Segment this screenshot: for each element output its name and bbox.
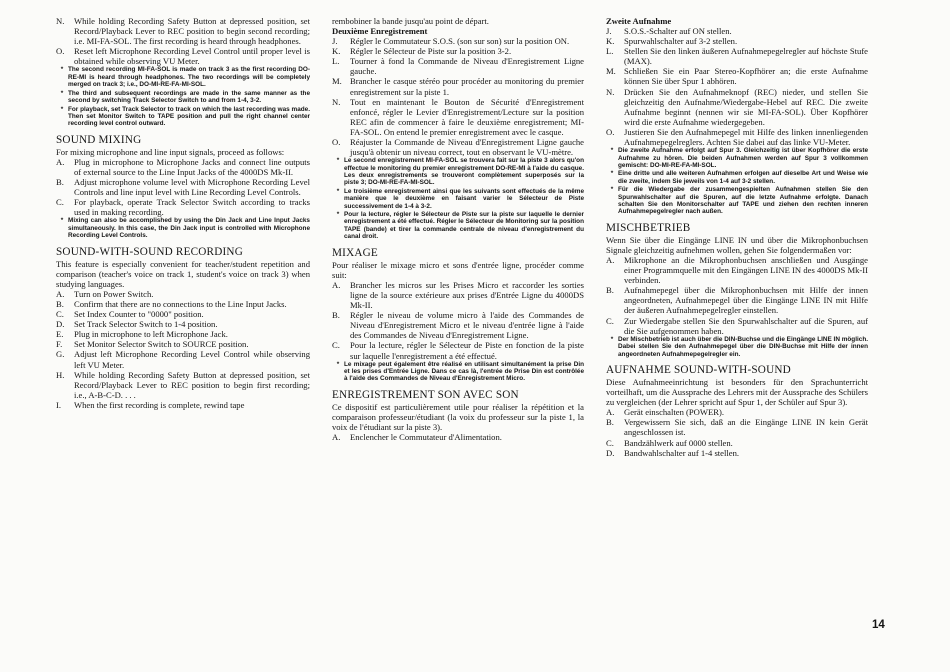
asterisk-icon: * — [60, 105, 64, 113]
list-item-label: O. — [56, 46, 65, 57]
list-item — [606, 66, 868, 86]
list-item-label: A. — [56, 288, 65, 299]
list-item-label: M. — [332, 76, 342, 87]
list-item-text: Reset left Microphone Recording Level Control until proper level is obtained while observing VU Meter. — [74, 46, 310, 67]
list-item-label: J. — [332, 36, 338, 47]
list-item-label: A. — [606, 254, 615, 265]
list-item-label: B. — [56, 177, 64, 187]
list-item-label: O. — [332, 137, 341, 148]
list-item — [56, 289, 310, 299]
list-item — [332, 56, 584, 76]
asterisk-icon: * — [60, 217, 64, 225]
list-item-text: Plug in microphone to Microphone Jacks and connect line outputs of external source to the Line Input Jacks of the 4000DS Mk-II. — [74, 156, 310, 177]
asterisk-icon: * — [336, 187, 340, 195]
list-item-text: Pour la lecture, régler le Sélecteur de Piste en fonction de la piste sur laquelle l'enregistrement a été effectué. — [350, 340, 584, 361]
list-item-label: A. — [332, 432, 341, 443]
list-item-text: Turn on Power Switch. — [74, 288, 154, 299]
column-english — [56, 16, 310, 410]
page-number: 14 — [872, 619, 885, 631]
list-item — [56, 157, 310, 177]
note — [606, 336, 868, 358]
list-item-text: While holding Recording Safety Button at depressed position, set Record/Playback Lever to REC position to begin second recording; i.e. MI-FA-SOL. The first recording is heard through headphones. — [74, 16, 310, 47]
list-item — [56, 299, 310, 309]
section-heading: MIXAGE — [332, 246, 378, 259]
note — [332, 157, 584, 187]
asterisk-icon: * — [60, 66, 64, 74]
list-item-label: A. — [332, 279, 341, 290]
asterisk-icon: * — [610, 147, 614, 155]
list-item-text: Brancher les micros sur les Prises Micro et raccorder les sorties ligne de la source extérieure aux prises d'Entrée Ligne du 4000DS Mk-II. — [350, 279, 584, 311]
list-item-text: Schließen Sie ein Paar Stereo-Kopfhörer an; die erste Aufnahme können Sie über Spur 1 abhören. — [624, 66, 868, 87]
list-item — [606, 26, 868, 36]
list-item-label: C. — [332, 340, 340, 351]
paragraph: Diese Aufnahmeeinrichtung ist besonders für den Sprachunterricht vorteilhaft, um die Aussprache des Lehrers mit der Aussprache des Schülers zu vergleichen (der Lehrer spricht auf Spur 1, der Schüler auf Spur 3). — [606, 376, 868, 408]
list-item-text: Mikrophone an die Mikrophonbuchsen anschließen und Ausgänge einer Programmquelle mit den Eingängen LINE IN des 4000DS Mk-II verbinden. — [624, 254, 868, 286]
list-item — [606, 448, 868, 458]
list-item-label: O. — [606, 126, 615, 137]
section-heading: AUFNAHME SOUND-WITH-SOUND — [606, 363, 791, 376]
note-text: The third and subsequent recordings are made in the same manner as the second by switching Track Selector Switch to and from 1-4, 3-2. — [68, 89, 310, 105]
list-item-label: G. — [56, 349, 65, 360]
sub-heading: Zweite Aufnahme — [606, 16, 672, 26]
list-item-label: B. — [56, 298, 64, 309]
sub-heading: Deuxième Enregistrement — [332, 26, 428, 37]
list-item-label: I. — [56, 399, 62, 410]
list-item-text: Brancher le casque stéréo pour procéder au monitoring du premier enregistrement sur la piste 1. — [350, 76, 584, 97]
list-item-text: Tourner à fond la Commande de Niveau d'Enregistrement Ligne gauche. — [350, 56, 584, 77]
asterisk-icon: * — [610, 170, 614, 178]
asterisk-icon: * — [336, 360, 340, 368]
paragraph: For mixing microphone and line input signals, proceed as follows: — [56, 146, 285, 157]
list-item — [606, 46, 868, 66]
note — [56, 90, 310, 105]
list-item — [606, 407, 868, 417]
note — [332, 361, 584, 383]
note — [332, 188, 584, 210]
list-item — [606, 316, 868, 336]
column-german — [606, 16, 868, 458]
list-item-text: Aufnahmepegel über die Mikrophonbuchsen mit Hilfe der innen angeordneten, Aufnahmepegel über die Eingänge LINE IN mit Hilfe der äußeren Aufnahmepegelregler einstellen. — [624, 285, 868, 316]
list-item-text: Drücken Sie den Aufnahmeknopf (REC) nieder, und stellen Sie gleichzeitig den Aufnahme/Wiedergabe-Hebel auf REC. Die zweite Aufnahme beginnt (nennen wir sie MI-FA-SOL). Über Kopfhörer wird die erste Aufnahme wiedergegeben. — [624, 86, 868, 127]
note-text: The second recording MI-FA-SOL is made on track 3 as the first recording DO-RE-MI is heard through headphones. The two recordings will be completely merged on track 3; i.e., DO-MI-RE-FA-MI-SOL. — [68, 66, 310, 89]
list-item-label: M. — [606, 66, 616, 77]
list-item-text: Set Index Counter to "0000" position. — [74, 309, 204, 320]
list-item — [332, 280, 584, 310]
list-item-text: Plug in microphone to left Microphone Jack. — [74, 329, 228, 340]
list-item-label: N. — [56, 16, 65, 26]
list-item-text: Spurwahlschalter auf 3-2 stellen. — [624, 36, 738, 47]
column-french — [332, 16, 584, 442]
list-item — [606, 127, 868, 147]
note — [56, 217, 310, 239]
list-item — [56, 197, 310, 217]
note-text: For playback, set Track Selector to track on which the last recording was made. Then set Monitor Switch to TAPE position and pull the right channel center recording level control outward. — [68, 105, 310, 128]
asterisk-icon: * — [336, 211, 340, 219]
list-item-label: D. — [606, 447, 615, 458]
note-text: Mixing can also be accomplished by using the Din Jack and Line Input Jacks simultaneously. In this case, the Din Jack input is controlled with Microphone Recording Level Controls. — [68, 217, 310, 240]
paragraph: This feature is especially convenient for teacher/student repetition and comparison (teacher's voice on track 1, student's voice on track 3) when studying languages. — [56, 258, 310, 289]
note-text: Le troisième enregistrement ainsi que les suivants sont effectués de la même manière que le deuxième en faisant varier le Sélecteur de Piste successivement de 1-4 à 3-2. — [344, 187, 584, 210]
list-item — [56, 46, 310, 66]
asterisk-icon: * — [60, 89, 64, 97]
list-item-text: S.O.S.-Schalter auf ON stellen. — [624, 26, 732, 36]
list-item — [332, 36, 584, 46]
asterisk-icon: * — [610, 186, 614, 194]
list-item — [56, 349, 310, 369]
list-item — [56, 370, 310, 400]
list-item-label: N. — [606, 86, 615, 97]
list-item — [332, 97, 584, 137]
list-item-text: Bandwahlschalter auf 1-4 stellen. — [624, 447, 740, 458]
list-item-label: D. — [56, 319, 65, 330]
list-item-text: Vergewissern Sie sich, daß an die Eingänge LINE IN kein Gerät angeschlossen ist. — [624, 417, 868, 438]
list-item-label: K. — [606, 36, 615, 47]
list-item-text: Set Monitor Selector Switch to SOURCE position. — [74, 339, 249, 350]
note — [606, 170, 868, 185]
note — [606, 186, 868, 216]
list-item-text: Enclencher le Commutateur d'Alimentation. — [350, 432, 502, 443]
list-item-label: B. — [606, 417, 614, 428]
note-text: Für die Wiedergabe der zusammengespielten Aufnahmen stellen Sie den Spurwahlschalter auf die Spuren, auf die letzte Aufnahme erfolgte. Danach schalten Sie den Monitorschalter auf TAPE und ziehen den rechten inneren Aufnahmepegelregler nach außen. — [618, 186, 868, 216]
list-item — [606, 285, 868, 315]
list-item-label: C. — [56, 197, 64, 208]
note-text: Der Mischbetrieb ist auch über die DIN-Buchse und die Eingänge LINE IN möglich. Dabei stellen Sie den Aufnahmepegel über die DIN-Buchse mit Hilfe der innen angeordneten Aufnahmepegelregler ein. — [618, 335, 868, 358]
list-item — [332, 76, 584, 96]
list-item — [332, 137, 584, 157]
list-item-label: L. — [606, 46, 614, 57]
list-item — [56, 329, 310, 339]
list-item-label: H. — [56, 369, 65, 380]
list-item-text: Gerät einschalten (POWER). — [624, 407, 724, 418]
list-item — [56, 319, 310, 329]
list-item — [606, 438, 868, 448]
list-item-text: Zur Wiedergabe stellen Sie den Spurwahlschalter auf die Spuren, auf die Sie aufgenommen haben. — [624, 315, 868, 336]
list-item — [56, 177, 310, 197]
list-item — [606, 87, 868, 127]
list-item-label: A. — [606, 407, 615, 418]
list-item-label: J. — [606, 26, 612, 36]
paragraph: Wenn Sie über die Eingänge LINE IN und über die Mikrophonbuchsen Signale gleichzeitig aufnehmen wollen, gehen Sie folgendermaßen vor: — [606, 234, 868, 255]
list-item-text: Confirm that there are no connections to the Line Input Jacks. — [74, 298, 287, 309]
list-item — [332, 432, 584, 442]
list-item-text: Set Track Selector Switch to 1-4 position. — [74, 319, 218, 330]
list-item-label: B. — [332, 310, 340, 321]
list-item-text: While holding Recording Safety Button at depressed position, set Record/Playback Lever to REC position to begin first recording; i.e., A-B-C-D. . . . — [74, 369, 310, 400]
list-item — [606, 36, 868, 46]
list-item-label: C. — [606, 315, 614, 326]
list-item-label: B. — [606, 285, 614, 296]
paragraph: rembobiner la bande jusqu'au point de départ. — [332, 16, 489, 26]
asterisk-icon: * — [336, 157, 340, 165]
list-item — [56, 400, 310, 410]
section-heading: SOUND-WITH-SOUND RECORDING — [56, 245, 243, 258]
section-heading: SOUND MIXING — [56, 133, 142, 146]
note — [332, 211, 584, 241]
list-item — [56, 339, 310, 349]
paragraph: Pour réaliser le mixage micro et sons d'entrée ligne, procéder comme suit: — [332, 259, 584, 280]
note-text: Die zweite Aufnahme erfolgt auf Spur 3. Gleichzeitig ist über Kopfhörer die erste Aufnahme zu hören. Die beiden Aufnahmen werden auf Spur 3 vollkommen gemischt: DO-MI-RE-FA-MI-SOL. — [618, 147, 868, 169]
list-item — [332, 46, 584, 56]
list-item-text: Régler le Commutateur S.O.S. (son sur son) sur la position ON. — [350, 36, 570, 47]
list-item-label: F. — [56, 339, 63, 350]
list-item-label: K. — [332, 46, 341, 57]
list-item-text: Adjust microphone volume level with Microphone Recording Level Controls and line input level with Line Recording Level Controls. — [74, 177, 310, 198]
list-item-text: When the first recording is complete, rewind tape — [74, 399, 245, 410]
list-item-label: C. — [56, 309, 64, 320]
note — [56, 66, 310, 88]
list-item — [332, 310, 584, 340]
list-item-text: Tout en maintenant le Bouton de Sécurité d'Enregistrement enfoncé, régler le Levier d'Enregistrement/Lecture sur la position REC afin de commencer à faire le deuxième enregistrement; MI-FA-SOL. On entend le premier enregistrement avec le casque. — [350, 96, 584, 137]
section-heading: MISCHBETRIEB — [606, 221, 691, 234]
list-item-text: Réajuster la Commande de Niveau d'Enregistrement Ligne gauche jusqu'à obtenir un niveau correct, tout en observant le VU-mètre. — [350, 137, 584, 158]
list-item-text: For playback, operate Track Selector Switch according to tracks used in making recording. — [74, 197, 310, 218]
section-heading: ENREGISTREMENT SON AVEC SON — [332, 388, 519, 401]
list-item-label: C. — [606, 437, 614, 448]
list-item-label: A. — [56, 156, 65, 167]
note — [56, 106, 310, 128]
list-item — [56, 309, 310, 319]
list-item-text: Justieren Sie den Aufnahmepegel mit Hilfe des linken innenliegenden Aufnahmepegelreglers. Achten Sie dabei auf das linke VU-Meter. — [624, 126, 868, 148]
note-text: Pour la lecture, régler le Sélecteur de Piste sur la piste sur laquelle le dernier enregistrement a été effectué. Régler le Sélecteur de Monitoring sur la position TAPE (bande) et tirer la commande centrale de niveau d'enregistrement du canal droit. — [344, 211, 584, 241]
list-item-label: L. — [332, 56, 340, 67]
list-item-text: Régler le Sélecteur de Piste sur la position 3-2. — [350, 46, 512, 57]
note-text: Le second enregistrement MI-FA-SOL se trouvera fait sur la piste 3 alors qu'on effectue le monitoring du premier enregistrement DO-RE-MI à l'aide du casque. Les deux enregistrements se trouveront complètement superposés sur la piste 3; DO-MI-RE-FA-MI-SOL. — [344, 157, 584, 187]
asterisk-icon: * — [610, 335, 614, 343]
list-item-text: Adjust left Microphone Recording Level Control while observing left VU Meter. — [74, 349, 310, 370]
note-text: Eine dritte und alle weiteren Aufnahmen erfolgen auf dieselbe Art und Weise wie die zweite, indem Sie jeweils von 1-4 auf 3-2 stellen. — [618, 170, 868, 185]
list-item — [332, 340, 584, 360]
list-item — [606, 255, 868, 285]
list-item-text: Régler le niveau de volume micro à l'aide des Commandes de Niveau d'Enregistrement Micro et le niveau d'entrée ligne à l'aide des Commandes de Niveau d'Enregistrement Ligne. — [350, 310, 584, 341]
list-item-text: Stellen Sie den linken äußeren Aufnahmepegelregler auf höchste Stufe (MAX). — [624, 46, 868, 67]
list-item — [56, 16, 310, 46]
list-item-label: N. — [332, 96, 341, 107]
list-item-text: Bandzählwerk auf 0000 stellen. — [624, 437, 733, 448]
list-item-label: E. — [56, 329, 64, 340]
note-text: Le mixage peut également être réalisé en utilisant simultanément la prise Din et les prises d'Entrée Ligne. Dans ce cas là, l'entrée de Prise Din est contrôlée à l'aide des Commandes de Niveau d'Enregistrement Micro. — [344, 360, 584, 383]
list-item — [606, 417, 868, 437]
note — [606, 147, 868, 169]
paragraph: Ce dispositif est particulièrement utile pour réaliser la répétition et la comparaison professeur/étudiant (la voix du professeur sur la piste 1, la voix de l'étudiant sur la piste 3). — [332, 401, 584, 433]
